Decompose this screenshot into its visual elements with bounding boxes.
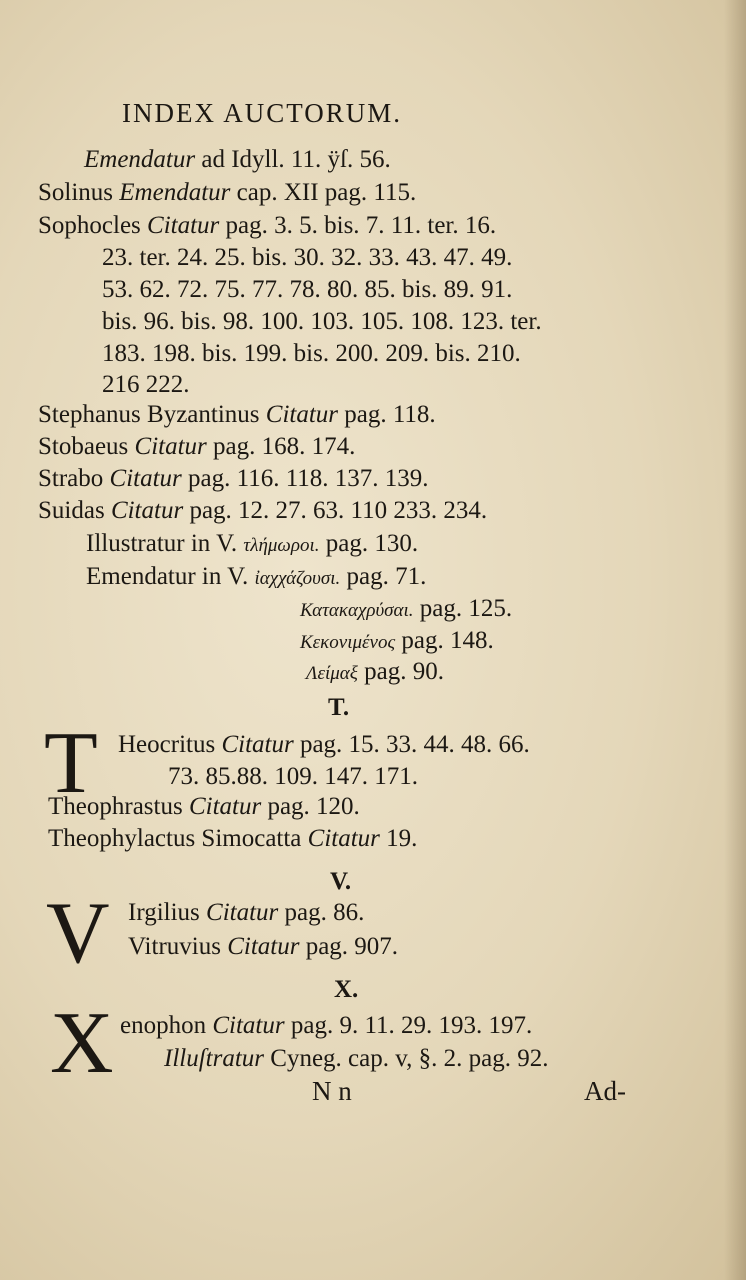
index-line: Heocritus Citatur pag. 15. 33. 44. 48. 66.: [118, 731, 530, 758]
dropcap-x: X: [50, 995, 114, 1092]
index-line: Sophocles Citatur pag. 3. 5. bis. 7. 11. ter. 16.: [38, 212, 497, 239]
page-edge-shadow: [724, 0, 746, 1280]
index-line: Emendatur ad Idyll. 11. ÿſ. 56.: [84, 146, 391, 173]
dropcap-v: V: [46, 885, 110, 982]
index-line: Illustratur in V. τλήμωροι. pag. 130.: [86, 530, 419, 557]
index-line: bis. 96. bis. 98. 100. 103. 105. 108. 123. ter.: [102, 308, 542, 335]
index-line: Vitruvius Citatur pag. 907.: [128, 933, 399, 960]
page-header: INDEX AUCTORUM.: [122, 98, 403, 128]
index-line: 183. 198. bis. 199. bis. 200. 209. bis. 210.: [102, 340, 521, 367]
signature-mark: N n: [312, 1076, 352, 1106]
index-line: Theophylactus Simocatta Citatur 19.: [48, 825, 418, 852]
index-line: 53. 62. 72. 75. 77. 78. 80. 85. bis. 89. 91.: [102, 276, 513, 303]
index-line: Theophrastus Citatur pag. 120.: [48, 793, 360, 820]
index-line: enophon Citatur pag. 9. 11. 29. 193. 197.: [120, 1012, 533, 1039]
index-line: Κατακαχρύσαι. pag. 125.: [300, 595, 513, 622]
index-line: Irgilius Citatur pag. 86.: [128, 899, 365, 926]
index-line: Strabo Citatur pag. 116. 118. 137. 139.: [38, 465, 429, 492]
dropcap-t: T: [44, 715, 98, 812]
index-line: Λείμαξ pag. 90.: [306, 658, 444, 685]
index-line: 23. ter. 24. 25. bis. 30. 32. 33. 43. 47. 49.: [102, 244, 513, 271]
index-line: Stobaeus Citatur pag. 168. 174.: [38, 433, 356, 460]
index-line: 216 222.: [102, 371, 190, 398]
index-line: 73. 85.88. 109. 147. 171.: [168, 763, 418, 790]
section-heading-t: T.: [328, 694, 350, 721]
section-heading-x: X.: [334, 976, 359, 1003]
index-line: Emendatur in V. ἰαχχάζουσι. pag. 71.: [86, 563, 427, 590]
index-line: Stephanus Byzantinus Citatur pag. 118.: [38, 401, 436, 428]
index-line: Illuſtratur Cyneg. cap. v, §. 2. pag. 92.: [164, 1045, 549, 1072]
catchword: Ad-: [584, 1076, 626, 1106]
index-line: Κεκονιμένος pag. 148.: [300, 627, 494, 654]
index-line: Suidas Citatur pag. 12. 27. 63. 110 233. 234.: [38, 497, 488, 524]
index-line: Solinus Emendatur cap. XII pag. 115.: [38, 179, 417, 206]
section-heading-v: V.: [330, 868, 352, 895]
